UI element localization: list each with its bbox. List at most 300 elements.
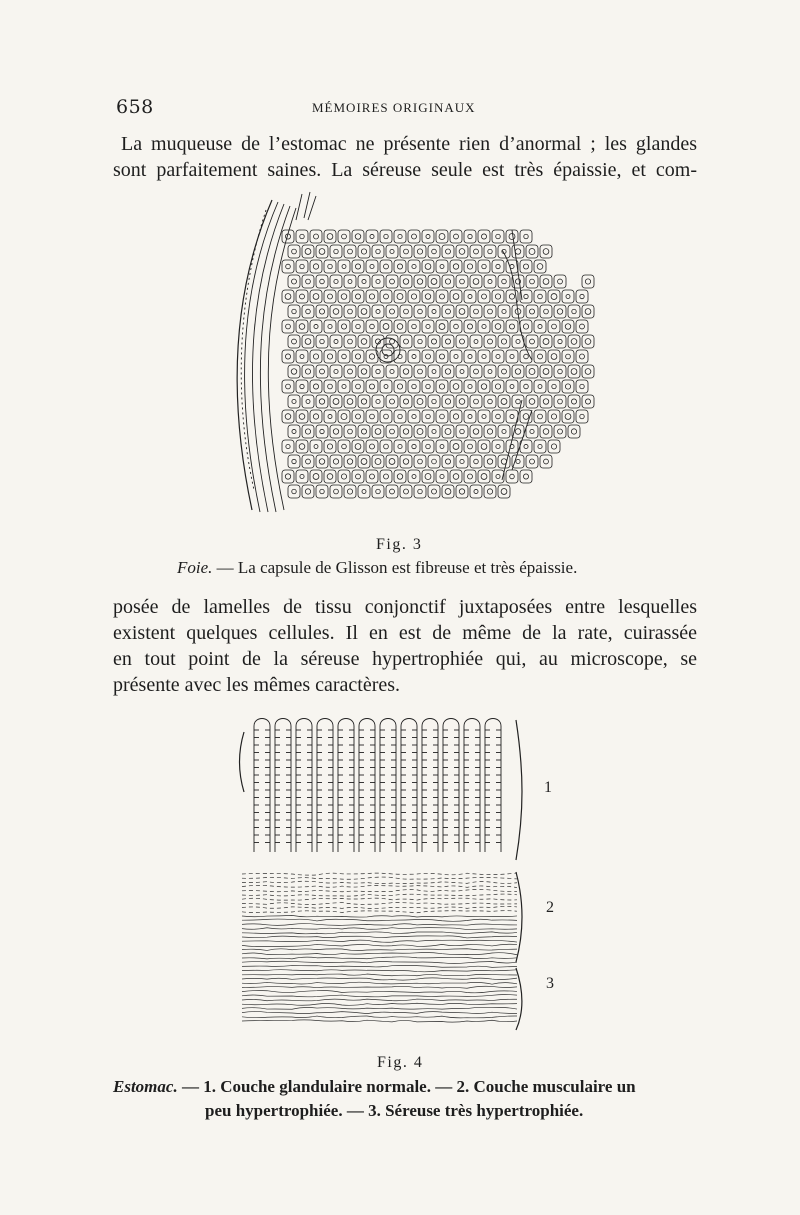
cell-nucleus [445,429,451,435]
cell-nucleus [496,264,500,268]
liver-cell [450,380,462,393]
cell-nucleus [566,354,571,359]
cell-nucleus [418,489,423,494]
cell-nucleus [333,459,338,464]
liver-cell [380,230,392,243]
liver-cell [520,230,532,243]
liver-cell [310,470,322,483]
liver-cell [436,350,448,363]
cell-nucleus [529,249,535,255]
cell-nucleus [347,399,353,405]
liver-cell [302,485,314,498]
liver-cell [372,275,384,288]
cell-nucleus [412,264,416,268]
cell-nucleus [495,384,500,389]
liver-cell [464,290,476,303]
liver-cell [380,470,392,483]
cell-nucleus [552,324,557,329]
cell-nucleus [502,309,506,313]
cell-nucleus [495,294,500,299]
tissue-layer-line [242,1007,517,1009]
tissue-layer-line [242,873,517,875]
liver-cell [358,395,370,408]
liver-cell [408,290,420,303]
liver-cell [484,425,496,438]
cell-nucleus [403,279,409,285]
cell-nucleus [538,414,543,419]
liver-cell [372,485,384,498]
cell-nucleus [571,399,576,404]
liver-cell [288,365,300,378]
cell-nucleus [474,249,479,254]
liver-cell [386,485,398,498]
cell-nucleus [320,339,324,343]
liver-cell [338,440,350,453]
figure-3-liver-illustration [212,190,598,526]
liver-cell [512,455,524,468]
cell-nucleus [453,384,459,390]
cell-nucleus [425,474,431,480]
tissue-layer-line [242,881,517,883]
liver-cell [428,305,440,318]
liver-cell [380,380,392,393]
cell-nucleus [446,249,451,254]
cell-nucleus [474,489,478,493]
gastric-gland [338,719,354,853]
cell-nucleus [439,354,444,359]
liver-cell [372,395,384,408]
cell-nucleus [342,234,347,239]
liver-cell [310,320,322,333]
liver-cell [400,455,412,468]
cell-nucleus [565,414,571,420]
cell-nucleus [348,429,353,434]
liver-cell [428,335,440,348]
liver-cell [582,305,594,318]
cell-nucleus [453,414,458,419]
cell-nucleus [482,354,486,358]
liver-cell [484,395,496,408]
cell-nucleus [314,444,318,448]
cell-nucleus [460,429,465,434]
liver-cell [296,350,308,363]
cell-nucleus [488,369,492,373]
liver-cell [436,470,448,483]
liver-cell [450,410,462,423]
liver-cell [330,305,342,318]
liver-cell [302,425,314,438]
liver-cell [428,455,440,468]
cell-nucleus [292,339,297,344]
cell-nucleus [439,294,444,299]
cell-nucleus [291,369,297,375]
liver-cell [330,455,342,468]
liver-cell [282,440,294,453]
cell-nucleus [292,279,297,284]
liver-cell [442,485,454,498]
cell-nucleus [445,339,450,344]
liver-cell [302,395,314,408]
liver-cell [478,380,490,393]
liver-cell [540,395,552,408]
cell-nucleus [538,384,542,388]
cell-nucleus [585,369,591,375]
liver-cell [408,260,420,273]
liver-cell [422,350,434,363]
cell-nucleus [558,279,563,284]
cell-nucleus [292,429,296,433]
cell-nucleus [390,279,395,284]
liver-cell [282,380,294,393]
liver-cell [548,290,560,303]
tissue-layer-line [242,961,517,963]
cell-nucleus [384,234,388,238]
cell-nucleus [369,294,374,299]
paragraph-line: posée de lamelles de tissu conjonctif juxtaposées entre lesquelles [113,596,697,618]
cell-nucleus [510,354,514,358]
cell-nucleus [432,249,437,254]
cell-nucleus [417,279,422,284]
liver-cell [400,395,412,408]
cell-nucleus [348,279,352,283]
cell-nucleus [445,369,450,374]
liver-cell [436,230,448,243]
liver-cell [366,290,378,303]
cell-nucleus [390,249,394,253]
cell-nucleus [431,279,437,285]
liver-cell [372,365,384,378]
cell-nucleus [516,339,520,343]
liver-cell [414,365,426,378]
liver-cell [400,245,412,258]
liver-cell [576,350,588,363]
cell-nucleus [341,414,347,420]
liver-cell [282,260,294,273]
liver-cell [400,305,412,318]
liver-cell [506,320,518,333]
cell-nucleus [285,474,290,479]
cell-nucleus [523,264,528,269]
cell-nucleus [342,444,347,449]
cell-nucleus [403,459,409,465]
cell-nucleus [530,279,535,284]
cell-nucleus [467,264,472,269]
liver-cell [506,410,518,423]
liver-cell [492,260,504,273]
cell-nucleus [348,369,353,374]
liver-cell [520,260,532,273]
liver-cell [478,470,490,483]
liver-cell [484,365,496,378]
cell-nucleus [361,249,366,254]
cell-nucleus [292,459,296,463]
liver-cell [442,335,454,348]
cell-nucleus [529,369,535,375]
liver-cell [436,290,448,303]
gastric-gland [464,719,480,853]
liver-cell [422,230,434,243]
cell-nucleus [446,309,451,314]
liver-cell [450,470,462,483]
cell-nucleus [474,369,479,374]
cell-nucleus [334,279,338,283]
tissue-layer-line [242,970,517,972]
cell-nucleus [426,414,431,419]
liver-cell [372,245,384,258]
cell-nucleus [454,234,459,239]
cell-nucleus [286,324,291,329]
liver-cell [358,425,370,438]
cell-nucleus [523,324,528,329]
liver-cell [372,305,384,318]
liver-cell [380,410,392,423]
liver-cell [310,380,322,393]
liver-cell [302,245,314,258]
liver-cell [386,395,398,408]
liver-cell [456,275,468,288]
cell-nucleus [432,309,436,313]
liver-cell [352,290,364,303]
cell-nucleus [524,384,529,389]
liver-cell [400,335,412,348]
paragraph-2 [113,594,697,698]
liver-cell [344,425,356,438]
cell-nucleus [432,399,436,403]
liver-cell [540,365,552,378]
tissue-layer-line [242,982,517,984]
liver-cell [492,230,504,243]
liver-cell [548,350,560,363]
cell-nucleus [488,279,492,283]
cell-nucleus [502,429,506,433]
layer-3-number: 3 [546,975,554,992]
liver-cell [562,350,574,363]
gastric-gland [443,719,459,853]
liver-cell [380,350,392,363]
liver-cell [456,305,468,318]
liver-cell [422,380,434,393]
cell-nucleus [558,399,563,404]
cell-nucleus [361,399,366,404]
cell-nucleus [445,459,450,464]
cell-nucleus [440,264,444,268]
cell-nucleus [558,429,563,434]
cell-nucleus [425,294,431,300]
liver-cell [428,245,440,258]
cell-nucleus [313,234,318,239]
liver-cell [576,380,588,393]
cell-nucleus [558,369,563,374]
cell-nucleus [538,324,542,328]
liver-cell [534,410,546,423]
cell-nucleus [370,264,374,268]
cell-nucleus [285,354,290,359]
liver-cell [316,245,328,258]
cell-nucleus [571,369,577,375]
cell-nucleus [510,474,515,479]
cell-nucleus [585,279,590,284]
cell-nucleus [580,324,585,329]
cell-nucleus [313,474,319,480]
cell-nucleus [543,339,549,345]
liver-cell [310,290,322,303]
cell-nucleus [552,384,556,388]
liver-cell [428,485,440,498]
liver-cell [562,320,574,333]
liver-cell [470,335,482,348]
liver-cell [386,275,398,288]
cell-nucleus [355,234,361,240]
liver-cell [464,410,476,423]
cell-nucleus [320,369,325,374]
cell-nucleus [397,294,403,300]
liver-cell [428,395,440,408]
liver-cell [414,245,426,258]
tissue-layer-line [242,965,517,967]
cell-nucleus [390,369,394,373]
cell-nucleus [459,309,465,315]
liver-cell [562,380,574,393]
cell-nucleus [376,369,380,373]
liver-cell [366,410,378,423]
cell-nucleus [510,414,514,418]
cell-nucleus [390,489,395,494]
liver-cell [330,395,342,408]
liver-cell [366,380,378,393]
liver-cell [464,230,476,243]
liver-cell [282,350,294,363]
liver-cell [498,365,510,378]
cell-nucleus [370,234,374,238]
cell-nucleus [515,249,521,255]
liver-cell [288,245,300,258]
liver-cell [282,320,294,333]
liver-cell [338,350,350,363]
cell-nucleus [523,474,528,479]
liver-cell [534,350,546,363]
liver-cell [464,380,476,393]
cell-nucleus [488,249,492,253]
liver-cell [484,485,496,498]
cell-nucleus [565,324,571,330]
cell-nucleus [468,234,472,238]
cell-nucleus [566,294,570,298]
liver-cell [288,425,300,438]
tissue-layer-line [242,889,517,891]
cell-nucleus [538,294,543,299]
tissue-layer-line [242,944,517,946]
cell-nucleus [474,459,479,464]
liver-cell [282,290,294,303]
gastric-gland [296,719,312,853]
liver-cell [526,425,538,438]
liver-cell [506,470,518,483]
liver-cell [484,275,496,288]
figure-4-caption-line2: peu hypertrophiée. — 3. Séreuse très hypertrophiée. [205,1101,584,1120]
liver-cell [470,455,482,468]
cell-nucleus [306,279,311,284]
cell-nucleus [440,474,444,478]
liver-cell [540,305,552,318]
cell-nucleus [342,354,347,359]
liver-cell [540,245,552,258]
liver-cell [400,275,412,288]
cell-nucleus [482,414,486,418]
cell-nucleus [348,249,353,254]
liver-cell [576,410,588,423]
cell-nucleus [460,369,464,373]
gastric-gland [422,719,438,853]
cell-nucleus [341,474,346,479]
cell-nucleus [487,429,492,434]
liver-cell [352,320,364,333]
liver-cell [478,440,490,453]
paragraph-line: La muqueuse de l’estomac ne présente rien d’anormal ; les glandes [121,133,697,155]
liver-cell [568,365,580,378]
cell-nucleus [397,384,402,389]
liver-cell [282,410,294,423]
cell-nucleus [445,489,451,495]
liver-cell [436,320,448,333]
cell-nucleus [474,309,479,314]
page-header [116,96,696,122]
cell-nucleus [516,459,520,463]
cell-nucleus [487,459,492,464]
liver-cell [282,230,294,243]
cell-nucleus [482,324,486,328]
liver-cell [394,320,406,333]
cell-nucleus [529,309,534,314]
figure-4-caption [113,1075,697,1123]
liver-cell [282,470,294,483]
liver-cell [484,305,496,318]
liver-cell [506,350,518,363]
liver-cell [464,320,476,333]
cell-nucleus [488,399,493,404]
liver-cell [442,365,454,378]
liver-cell [338,380,350,393]
cell-nucleus [313,294,319,300]
cell-nucleus [384,384,388,388]
cell-nucleus [412,384,416,388]
cell-nucleus [412,234,417,239]
cell-nucleus [501,399,507,405]
liver-cell [380,260,392,273]
cell-nucleus [426,234,430,238]
cell-nucleus [496,414,501,419]
liver-cell [520,320,532,333]
liver-cell [302,335,314,348]
cell-nucleus [544,309,549,314]
liver-cell [492,410,504,423]
cell-nucleus [418,369,423,374]
layer-1-number: 1 [544,779,552,796]
liver-cell [450,260,462,273]
cell-nucleus [320,279,325,284]
liver-cell [464,470,476,483]
liver-cell [506,440,518,453]
cell-nucleus [355,294,360,299]
cell-nucleus [468,474,473,479]
liver-cell [358,245,370,258]
liver-cell [288,275,300,288]
liver-cell [408,470,420,483]
cell-nucleus [453,264,458,269]
cell-nucleus [417,429,423,435]
liver-cell [478,290,490,303]
liver-cell [338,320,350,333]
liver-cell [316,335,328,348]
